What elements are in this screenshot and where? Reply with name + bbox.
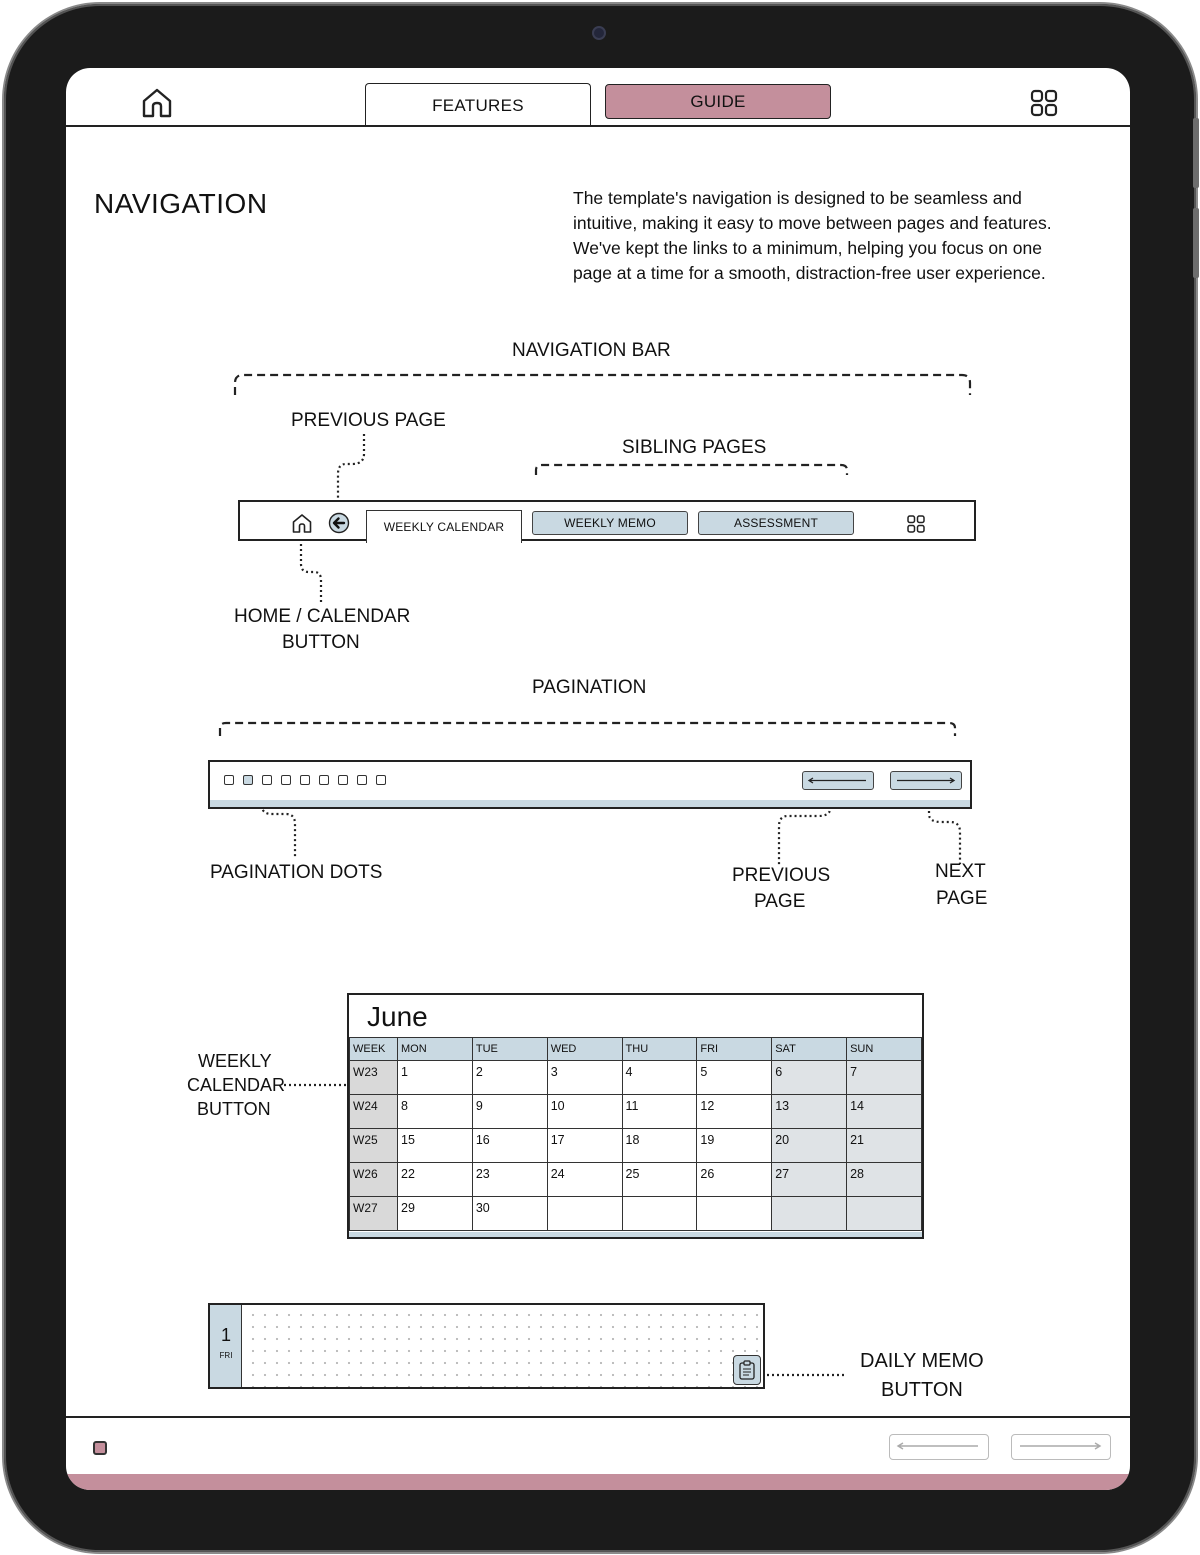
calendar-day-cell[interactable]: 4 (622, 1061, 697, 1095)
week-number-button[interactable]: W25 (350, 1129, 398, 1163)
navigation-bar-label: NAVIGATION BAR (512, 340, 671, 361)
previous-page-label-2-line2: PAGE (754, 891, 806, 912)
calendar-month: June (367, 1001, 428, 1032)
calendar-day-cell[interactable]: 26 (697, 1163, 772, 1197)
pagination-dot[interactable] (338, 775, 348, 785)
week-number-button[interactable]: W27 (350, 1197, 398, 1231)
calendar-grid (349, 1037, 922, 1231)
intro-text: The template's navigation is designed to be seamless and intuitive, making it easy to move between pages and features. We've kept the links to a minimum, helping you focus on one page at a time for a smooth, distraction-free user experience. (573, 188, 1052, 283)
side-button (1193, 208, 1199, 278)
home-icon[interactable] (291, 512, 313, 534)
next-page-button[interactable] (890, 771, 962, 790)
pagination-dot[interactable] (93, 1441, 107, 1455)
calendar-day-cell[interactable] (547, 1197, 622, 1231)
calendar-day-cell[interactable]: 20 (772, 1129, 847, 1163)
calendar-day-cell[interactable]: 13 (772, 1095, 847, 1129)
pagination-dot[interactable] (376, 775, 386, 785)
calendar-day-cell[interactable]: 16 (472, 1129, 547, 1163)
calendar-day-cell[interactable] (847, 1197, 922, 1231)
daily-memo-mockup (208, 1303, 765, 1389)
navigation-bar-mockup (238, 500, 976, 541)
calendar-day-cell[interactable] (622, 1197, 697, 1231)
daily-memo-label: DAILY MEMO (860, 1350, 984, 1372)
arrow-right-icon (891, 772, 961, 789)
calendar-day-cell[interactable]: 15 (398, 1129, 473, 1163)
pagination-strip (210, 800, 970, 807)
calendar-header-cell: MON (398, 1038, 473, 1061)
next-page-label-line2: PAGE (936, 888, 988, 909)
tab-weekly-memo[interactable]: WEEKLY MEMO (532, 511, 688, 535)
previous-page-label: PREVIOUS PAGE (291, 410, 446, 431)
pagination-label: PAGINATION (532, 677, 647, 698)
pagination-dots-label: PAGINATION DOTS (210, 862, 383, 883)
pagination-dot[interactable] (243, 775, 253, 785)
tab-weekly-calendar[interactable]: WEEKLY CALENDAR (366, 510, 522, 543)
calendar-day-cell[interactable]: 27 (772, 1163, 847, 1197)
calendar-mockup (347, 993, 924, 1239)
tab-guide[interactable]: GUIDE (605, 84, 831, 119)
calendar-bottom-strip (349, 1232, 922, 1237)
next-page-label: NEXT (935, 861, 986, 882)
weekly-calendar-label: WEEKLY (198, 1051, 272, 1071)
memo-weekday: FRI (219, 1351, 233, 1360)
calendar-day-cell[interactable]: 29 (398, 1197, 473, 1231)
calendar-day-cell[interactable]: 9 (472, 1095, 547, 1129)
tab-features[interactable]: FEATURES (365, 83, 591, 127)
calendar-day-cell[interactable]: 3 (547, 1061, 622, 1095)
calendar-week-row (350, 1163, 922, 1197)
calendar-day-cell[interactable]: 28 (847, 1163, 922, 1197)
calendar-day-cell[interactable]: 11 (622, 1095, 697, 1129)
calendar-day-cell[interactable]: 21 (847, 1129, 922, 1163)
screen (66, 68, 1130, 1490)
calendar-day-cell[interactable]: 25 (622, 1163, 697, 1197)
calendar-day-cell[interactable]: 24 (547, 1163, 622, 1197)
calendar-day-cell[interactable]: 14 (847, 1095, 922, 1129)
calendar-day-cell[interactable]: 17 (547, 1129, 622, 1163)
grid-icon[interactable] (906, 514, 926, 534)
calendar-day-cell[interactable]: 2 (472, 1061, 547, 1095)
week-number-button[interactable]: W24 (350, 1095, 398, 1129)
memo-day: 1 (220, 1325, 231, 1345)
calendar-header-cell: SAT (772, 1038, 847, 1061)
calendar-header-cell: FRI (697, 1038, 772, 1061)
memo-date-column (210, 1305, 242, 1387)
arrow-left-icon[interactable] (328, 512, 350, 534)
pagination-dot[interactable] (262, 775, 272, 785)
daily-memo-button[interactable] (733, 1355, 761, 1385)
footer-divider (66, 1416, 1130, 1418)
side-button (1193, 118, 1199, 188)
calendar-header-cell: WEEK (350, 1038, 398, 1061)
calendar-day-cell[interactable]: 30 (472, 1197, 547, 1231)
calendar-week-row (350, 1061, 922, 1095)
pagination-mockup (208, 760, 972, 809)
next-page-button[interactable] (1011, 1434, 1111, 1460)
pagination-dot[interactable] (224, 775, 234, 785)
calendar-header-cell: WED (547, 1038, 622, 1061)
calendar-day-cell[interactable] (772, 1197, 847, 1231)
arrow-left-icon (890, 1435, 986, 1457)
week-number-button[interactable]: W26 (350, 1163, 398, 1197)
daily-memo-label-line2: BUTTON (881, 1379, 963, 1401)
calendar-day-cell[interactable] (697, 1197, 772, 1231)
calendar-week-row (350, 1129, 922, 1163)
weekly-calendar-label-line3: BUTTON (197, 1099, 271, 1119)
previous-page-label-2: PREVIOUS (732, 865, 831, 886)
weekly-calendar-label-line2: CALENDAR (187, 1075, 286, 1095)
calendar-day-cell[interactable]: 8 (398, 1095, 473, 1129)
arrow-right-icon (1012, 1435, 1108, 1457)
calendar-week-row (350, 1197, 922, 1231)
camera-icon (592, 26, 606, 40)
arrow-left-icon (803, 772, 873, 789)
calendar-header-cell: SUN (847, 1038, 922, 1061)
page-title: NAVIGATION (94, 188, 268, 219)
previous-page-button[interactable] (802, 771, 874, 790)
calendar-header-cell: THU (622, 1038, 697, 1061)
home-calendar-label-line2: BUTTON (282, 632, 360, 653)
calendar-day-cell[interactable]: 12 (697, 1095, 772, 1129)
tab-assessment[interactable]: ASSESSMENT (698, 511, 854, 535)
calendar-day-cell[interactable]: 5 (697, 1061, 772, 1095)
sibling-pages-label: SIBLING PAGES (622, 437, 767, 458)
calendar-day-cell[interactable]: 7 (847, 1061, 922, 1095)
calendar-header-cell: TUE (472, 1038, 547, 1061)
pagination-dot[interactable] (300, 775, 310, 785)
calendar-day-cell[interactable]: 19 (697, 1129, 772, 1163)
calendar-day-cell[interactable]: 23 (472, 1163, 547, 1197)
home-calendar-label: HOME / CALENDAR (234, 606, 411, 627)
week-number-button[interactable]: W23 (350, 1061, 398, 1095)
calendar-day-cell[interactable]: 6 (772, 1061, 847, 1095)
clipboard-icon (738, 1360, 756, 1380)
calendar-day-cell[interactable]: 22 (398, 1163, 473, 1197)
calendar-week-row (350, 1095, 922, 1129)
pagination-dot[interactable] (357, 775, 367, 785)
pagination-dot[interactable] (319, 775, 329, 785)
pagination-dot[interactable] (281, 775, 291, 785)
calendar-day-cell[interactable]: 1 (398, 1061, 473, 1095)
dot-grid (243, 1305, 763, 1387)
calendar-day-cell[interactable]: 18 (622, 1129, 697, 1163)
footer-accent-strip (66, 1474, 1130, 1490)
calendar-day-cell[interactable]: 10 (547, 1095, 622, 1129)
previous-page-button[interactable] (889, 1434, 989, 1460)
